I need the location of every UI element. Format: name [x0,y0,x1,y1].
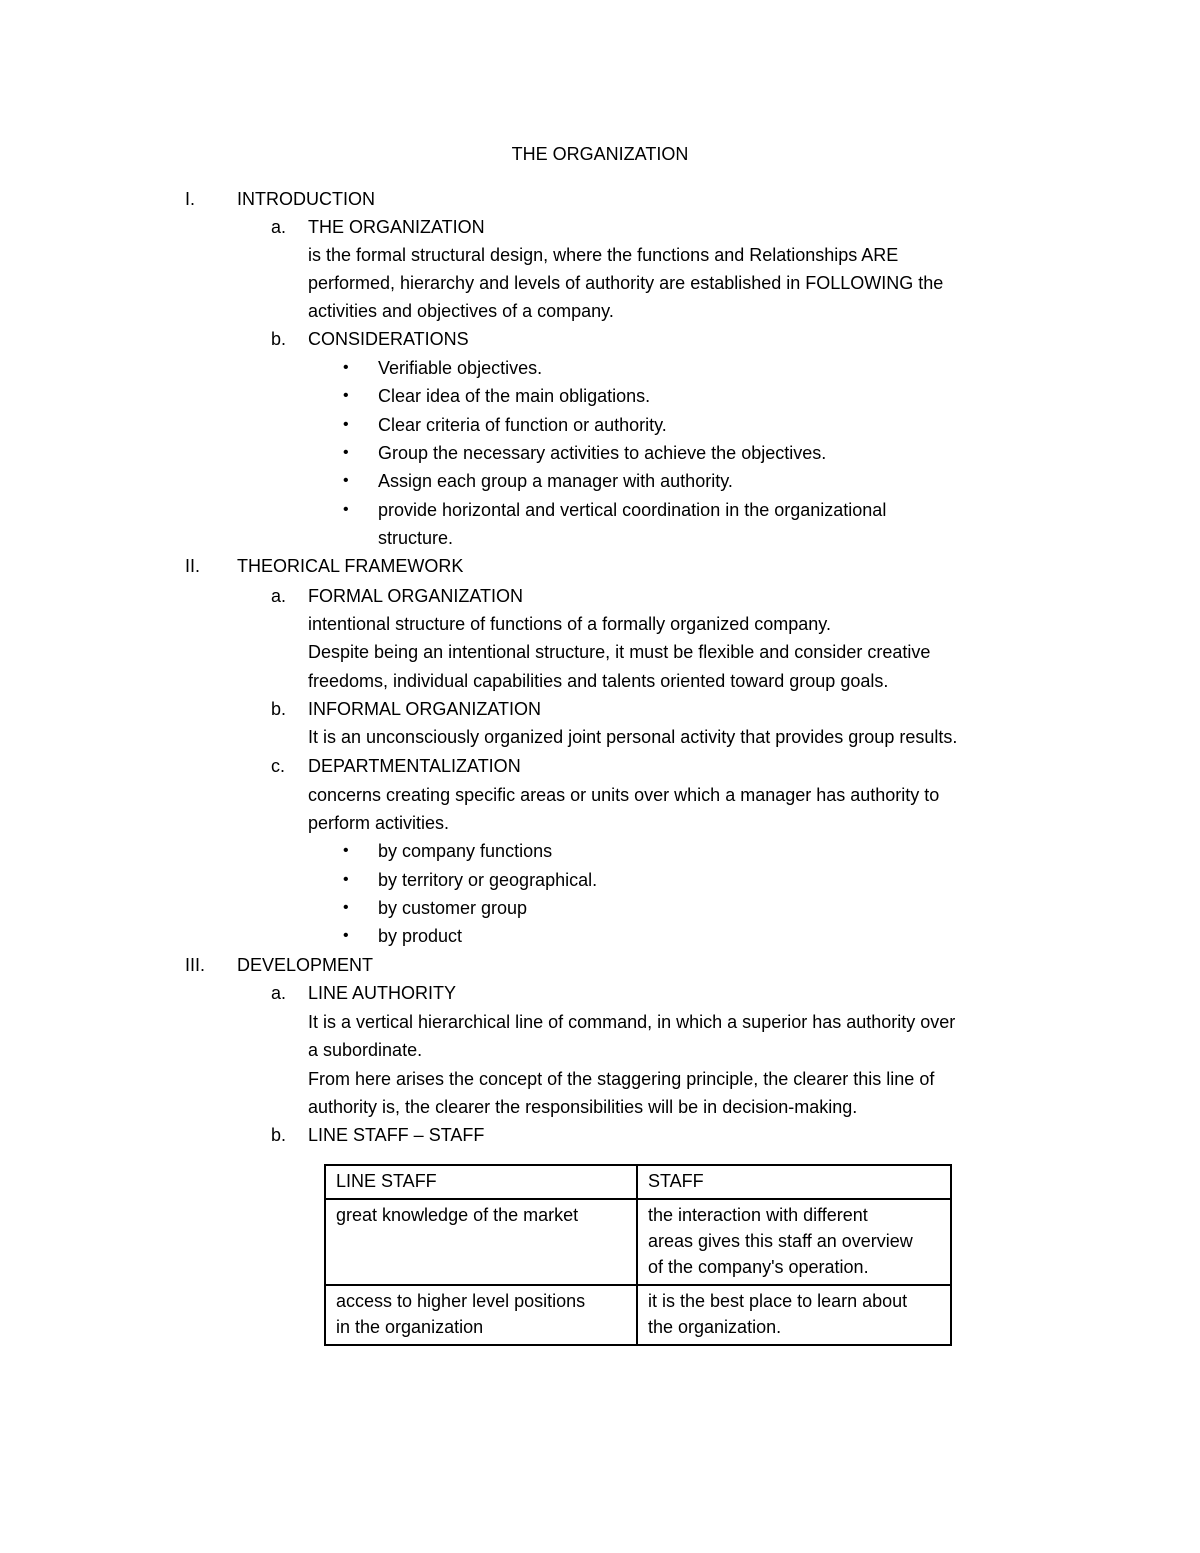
item-heading: CONSIDERATIONS [308,329,469,349]
item-heading: INFORMAL ORGANIZATION [308,699,542,719]
table-cell [325,1199,637,1285]
item-heading: DEPARTMENTALIZATION [308,756,521,776]
item-letter: b. [271,699,287,719]
bullet-icon: • [343,927,349,944]
paragraph-line: a subordinate. [308,1040,423,1060]
item-letter: b. [271,1125,287,1145]
bullet-text: Verifiable objectives. [378,358,543,378]
item-heading: THE ORGANIZATION [308,217,485,237]
bullet-icon: • [343,871,349,888]
bullet-icon: • [343,444,349,461]
item-heading: FORMAL ORGANIZATION [308,586,524,606]
table-header-row [325,1165,951,1199]
paragraph-line: It is an unconsciously organized joint personal activity that provides group results. [308,727,958,747]
table-cell-line: access to higher level positions [336,1291,586,1311]
bullet-icon: • [343,842,349,859]
table-row [325,1199,951,1285]
paragraph-line: authority is, the clearer the responsibilities will be in decision-making. [308,1097,858,1117]
paragraph-line: Despite being an intentional structure, it must be flexible and consider creative [308,642,931,662]
section-heading: THEORICAL FRAMEWORK [237,556,464,576]
table-cell-line: the organization. [648,1317,782,1337]
table-row [325,1285,951,1345]
paragraph-line: From here arises the concept of the staggering principle, the clearer this line of [308,1069,935,1089]
paragraph-line: perform activities. [308,813,450,833]
item-letter: a. [271,217,287,237]
section-heading: INTRODUCTION [237,189,375,209]
bullet-text: Clear criteria of function or authority. [378,415,667,435]
paragraph-line: concerns creating specific areas or units over which a manager has authority to [308,785,940,805]
bullet-text: Group the necessary activities to achieve the objectives. [378,443,827,463]
item-heading: LINE AUTHORITY [308,983,457,1003]
table-cell [637,1199,951,1285]
item-letter: c. [271,756,286,776]
bullet-text: by company functions [378,841,553,861]
line-staff-comparison-table [324,1164,952,1346]
item-letter: b. [271,329,287,349]
table-header-cell: STAFF [637,1165,951,1199]
bullet-text: by customer group [378,898,528,918]
table-header-cell: LINE STAFF [325,1165,637,1199]
paragraph-line: It is a vertical hierarchical line of command, in which a superior has authority over [308,1012,956,1032]
bullet-text: Assign each group a manager with authority. [378,471,733,491]
item-heading: LINE STAFF – STAFF [308,1125,485,1145]
bullet-icon: • [343,501,349,518]
table-cell [637,1285,951,1345]
bullet-text: by territory or geographical. [378,870,598,890]
paragraph-line: freedoms, individual capabilities and talents oriented toward group goals. [308,671,889,691]
section-numeral: I. [185,189,196,209]
paragraph-line: performed, hierarchy and levels of authority are established in FOLLOWING the [308,273,944,293]
item-letter: a. [271,586,287,606]
bullet-text-continuation: structure. [378,528,454,548]
bullet-icon: • [343,899,349,916]
table-cell [325,1285,637,1345]
bullet-icon: • [343,359,349,376]
bullet-icon: • [343,387,349,404]
document-title: THE ORGANIZATION [511,144,689,164]
bullet-icon: • [343,416,349,433]
item-letter: a. [271,983,287,1003]
paragraph-line: intentional structure of functions of a formally organized company. [308,614,831,634]
paragraph-line: activities and objectives of a company. [308,301,614,321]
table-cell-line: areas gives this staff an overview [648,1231,913,1251]
bullet-text: by product [378,926,463,946]
section-numeral: II. [185,556,201,576]
section-heading: DEVELOPMENT [237,955,374,975]
bullet-icon: • [343,472,349,489]
table-cell-line: it is the best place to learn about [648,1291,908,1311]
table-cell-line: the interaction with different [648,1205,868,1225]
table-cell-line: of the company's operation. [648,1257,869,1277]
bullet-text: Clear idea of the main obligations. [378,386,651,406]
table-cell-line: great knowledge of the market [336,1205,579,1225]
paragraph-line: is the formal structural design, where the functions and Relationships ARE [308,245,899,265]
section-numeral: III. [185,955,206,975]
table-cell-line: in the organization [336,1317,484,1337]
bullet-text: provide horizontal and vertical coordination in the organizational [378,500,887,520]
